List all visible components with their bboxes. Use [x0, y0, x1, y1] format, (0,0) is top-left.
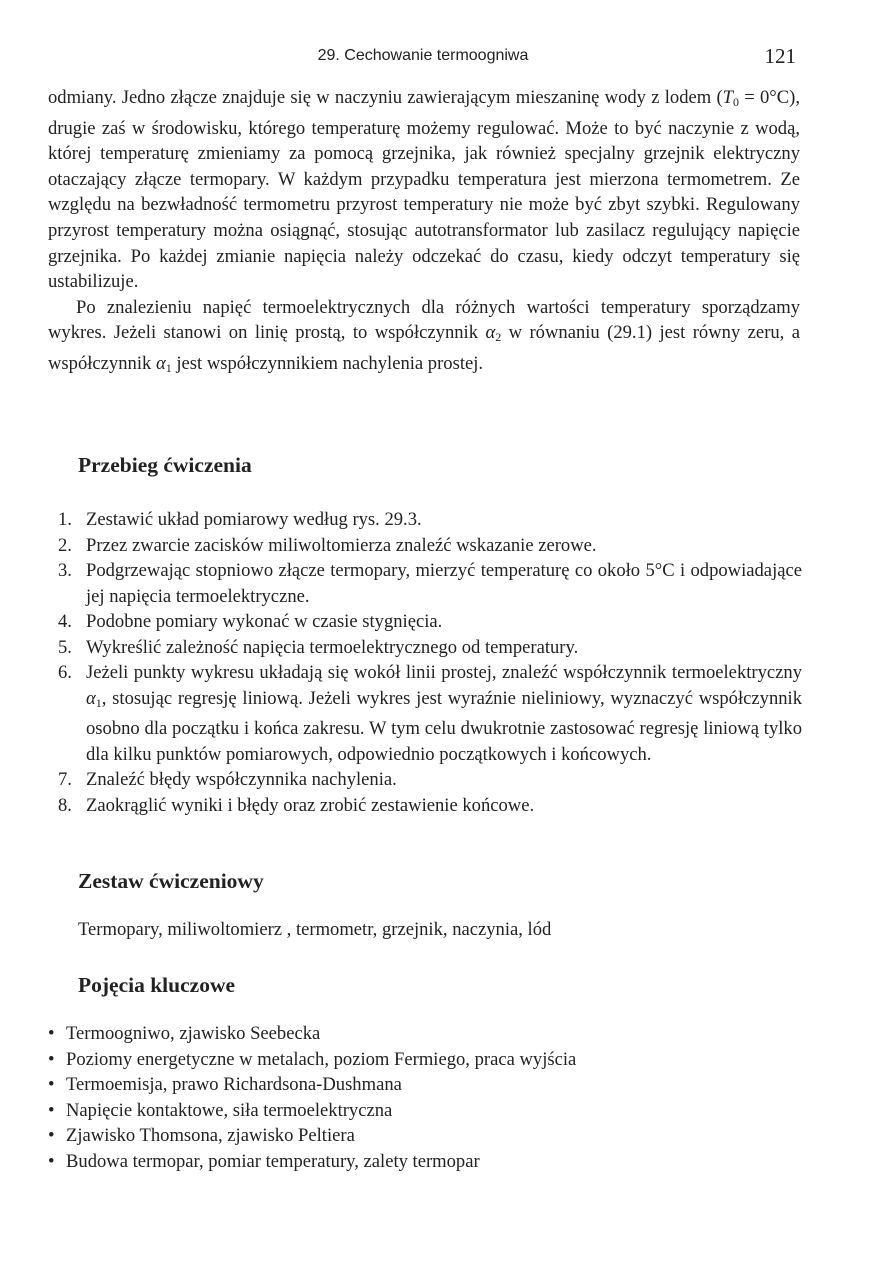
concept-item: • Termoemisja, prawo Richardsona-Dushmana: [48, 1072, 576, 1098]
concept-item: • Poziomy energetyczne w metalach, poziom Fermiego, praca wyjścia: [48, 1047, 576, 1073]
bullet-icon: •: [48, 1099, 55, 1121]
bullet-icon: •: [48, 1023, 55, 1044]
concept-item: • Termoogniwo, zjawisko Seebecka: [48, 1021, 576, 1047]
bullet-icon: •: [48, 1125, 55, 1146]
concept-item: • Napięcie kontaktowe, siła termoelektryczna: [48, 1098, 576, 1124]
section-title-kit: Zestaw ćwiczeniowy: [78, 869, 264, 893]
bullet-icon: •: [48, 1048, 55, 1070]
bullet-icon: •: [48, 1150, 55, 1172]
section-title-procedure: Przebieg ćwiczenia: [78, 453, 252, 477]
concept-item: • Zjawisko Thomsona, zjawisko Peltiera: [48, 1123, 576, 1149]
procedure-step: 8. Zaokrąglić wyniki i błędy oraz zrobić zestawienie końcowe.: [58, 794, 535, 816]
procedure-step: 1. Zestawić układ pomiarowy według rys. 29.3.: [58, 509, 422, 530]
key-concepts-list: [48, 1021, 576, 1174]
running-title: 29. Cechowanie termoogniwa: [317, 47, 529, 64]
procedure-step: 3. Podgrzewając stopniowo złącze termopary, mierzyć temperaturę co około 5°C i odpowiadające jej napięcia termoelektryczne.: [58, 560, 802, 607]
intro-paragraph-1: odmiany. Jedno złącze znajduje się w naczyniu zawierającym mieszaninę wody z lodem $(T_0 = 0^\circ C)$, drugie zaś w środowisku, którego temperaturę możemy regulować. Może to być naczynie z wodą, której temperaturę zmieniamy za pomocą grzejnika, jak również specjalny grzejnik elektryczny otaczający złącze termopary. W każdym przypadku temperatura jest mierzona termometrem. Ze względu na bezwładność termometru przyrost temperatury nie może być zbyt szybki. Regulowany przyrost temperatury można osiągnąć, stosując autotransformator lub zasilacz regulujący napięcie grzejnika. Po każdej zmianie napięcia należy odczekać do czasu, kiedy odczyt temperatury się ustabilizuje.: [48, 87, 800, 293]
procedure-steps: [58, 507, 802, 818]
section-title-concepts: Pojęcia kluczowe: [78, 973, 236, 997]
intro-paragraph-2: Po znalezieniu napięć termoelektrycznych dla różnych wartości temperatury sporządzamy wykres. Jeżeli stanowi on linię prostą, to współczynnik $\alpha_2$ w równaniu (29.1) jest równy zeru, a współczynnik $\alpha_1$ jest współczynnikiem nachylenia prostej.: [48, 296, 801, 375]
page-header: [48, 44, 798, 72]
bullet-icon: •: [48, 1074, 55, 1095]
intro-text: [48, 85, 800, 382]
procedure-step: 5. Wykreślić zależność napięcia termoelektrycznego od temperatury.: [58, 636, 579, 658]
page-number: 121: [764, 44, 796, 68]
concept-item: • Budowa termopar, pomiar temperatury, zalety termopar: [48, 1149, 576, 1175]
procedure-step: 2. Przez zwarcie zacisków miliwoltomierza znaleźć wskazanie zerowe.: [58, 534, 597, 556]
kit-text: Termopary, miliwoltomierz , termometr, grzejnik, naczynia, lód: [78, 919, 552, 940]
procedure-step: 4. Podobne pomiary wykonać w czasie stygnięcia.: [58, 611, 443, 632]
procedure-step: 7. Znaleźć błędy współczynnika nachylenia.: [58, 769, 397, 790]
procedure-step: 6. Jeżeli punkty wykresu układają się wokół linii prostej, znaleźć współczynnik termoelektryczny $\alpha_1$, stosując regresję liniową. Jeżeli wykres jest wyraźnie nieliniowy, wyznaczyć współczynnik osobno dla początku i końca zakresu. W tym celu dwukrotnie zastosować regresję liniową tylko dla kilku punktów pomiarowych, odpowiednio początkowych i końcowych.: [58, 662, 802, 765]
